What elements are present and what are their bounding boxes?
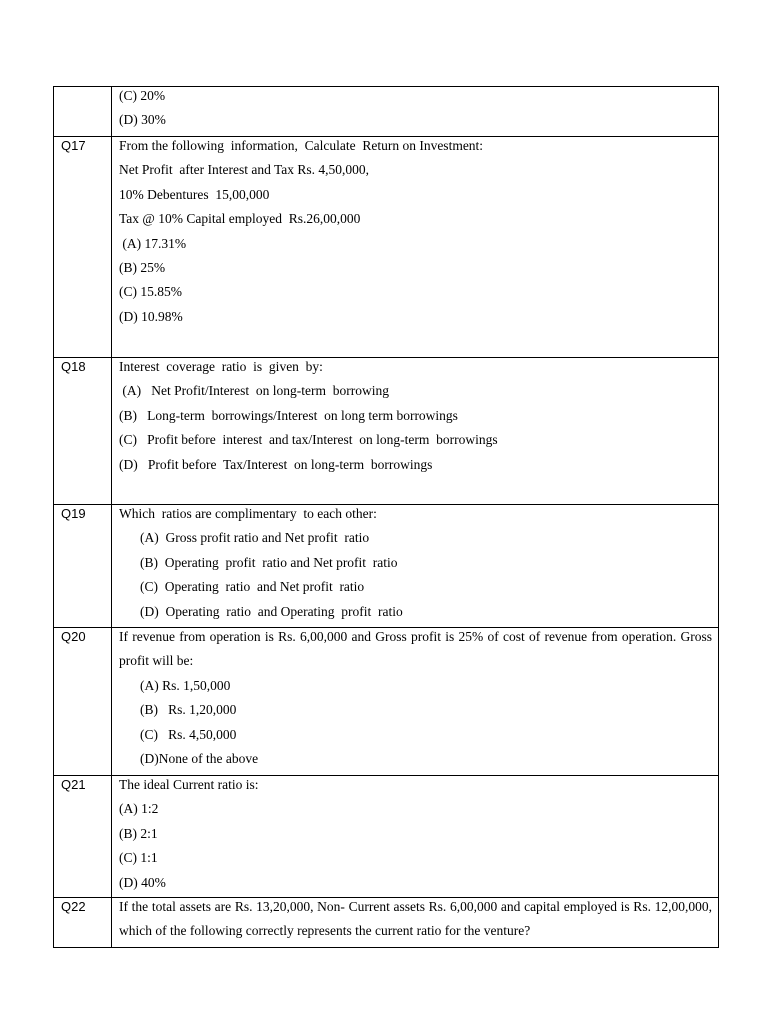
question-body bbox=[112, 776, 719, 898]
question-body bbox=[112, 898, 719, 948]
question-row-continuation bbox=[54, 87, 719, 137]
option-b: (B) Long-term borrowings/Interest on long term borrowings bbox=[119, 407, 458, 423]
question-row-q19 bbox=[54, 505, 719, 628]
question-text: From the following information, Calculate Return on Investment: bbox=[119, 138, 484, 153]
question-number: Q22 bbox=[54, 898, 112, 948]
option-c: (C) Operating ratio and Net profit ratio bbox=[140, 579, 365, 595]
option-c: (C) 15.85% bbox=[119, 284, 182, 300]
question-table bbox=[53, 86, 719, 948]
question-number: Q17 bbox=[54, 137, 112, 358]
option-c: (C) 20% bbox=[119, 88, 166, 103]
question-text: The ideal Current ratio is: bbox=[119, 777, 259, 792]
option-c: (C) Profit before interest and tax/Interest on long-term borrowings bbox=[119, 432, 498, 448]
question-row-q21 bbox=[54, 776, 719, 898]
option-b: (B) Rs. 1,20,000 bbox=[140, 702, 237, 718]
option-a: (A) Gross profit ratio and Net profit ratio bbox=[140, 530, 370, 546]
option-b: (B) 25% bbox=[119, 260, 166, 276]
option-b: (B) 2:1 bbox=[119, 825, 158, 841]
question-text: If the total assets are Rs. 13,20,000, Non- Current assets Rs. 6,00,000 and capital employed is Rs. 12,00,000, which of the following correctly represents the current ratio for the venture? bbox=[119, 899, 712, 939]
option-a: (A) Net Profit/Interest on long-term borrowing bbox=[119, 383, 389, 399]
question-row-q18 bbox=[54, 358, 719, 505]
question-text: Interest coverage ratio is given by: bbox=[119, 359, 323, 374]
option-b: (B) Operating profit ratio and Net profit ratio bbox=[140, 554, 398, 570]
question-text: Which ratios are complimentary to each other: bbox=[119, 506, 377, 521]
option-d: (D)None of the above bbox=[140, 751, 259, 767]
question-body bbox=[112, 358, 719, 505]
question-row-q22 bbox=[54, 898, 719, 948]
question-body bbox=[112, 505, 719, 628]
question-detail: 10% Debentures 15,00,000 bbox=[119, 186, 270, 202]
question-number: Q19 bbox=[54, 505, 112, 628]
option-c: (C) Rs. 4,50,000 bbox=[140, 726, 237, 742]
question-body bbox=[112, 87, 719, 137]
question-row-q17 bbox=[54, 137, 719, 358]
question-detail: Net Profit after Interest and Tax Rs. 4,50,000, bbox=[119, 162, 370, 178]
option-a: (A) Rs. 1,50,000 bbox=[140, 677, 231, 693]
question-number: Q20 bbox=[54, 628, 112, 776]
question-detail: Tax @ 10% Capital employed Rs.26,00,000 bbox=[119, 211, 361, 227]
option-d: (D) 30% bbox=[119, 112, 166, 128]
option-d: (D) Operating ratio and Operating profit ratio bbox=[140, 603, 403, 619]
option-d: (D) 40% bbox=[119, 874, 166, 890]
question-row-q20 bbox=[54, 628, 719, 776]
question-text: If revenue from operation is Rs. 6,00,000 and Gross profit is 25% of cost of revenue from operation. Gross profit will be: bbox=[119, 629, 712, 669]
question-body bbox=[112, 628, 719, 776]
question-body bbox=[112, 137, 719, 358]
option-d: (D) Profit before Tax/Interest on long-term borrowings bbox=[119, 456, 433, 472]
option-a: (A) 1:2 bbox=[119, 801, 159, 817]
option-c: (C) 1:1 bbox=[119, 850, 158, 866]
option-a: (A) 17.31% bbox=[119, 235, 187, 251]
question-number: Q21 bbox=[54, 776, 112, 898]
option-d: (D) 10.98% bbox=[119, 308, 183, 324]
question-number: Q18 bbox=[54, 358, 112, 505]
question-number bbox=[54, 87, 112, 137]
